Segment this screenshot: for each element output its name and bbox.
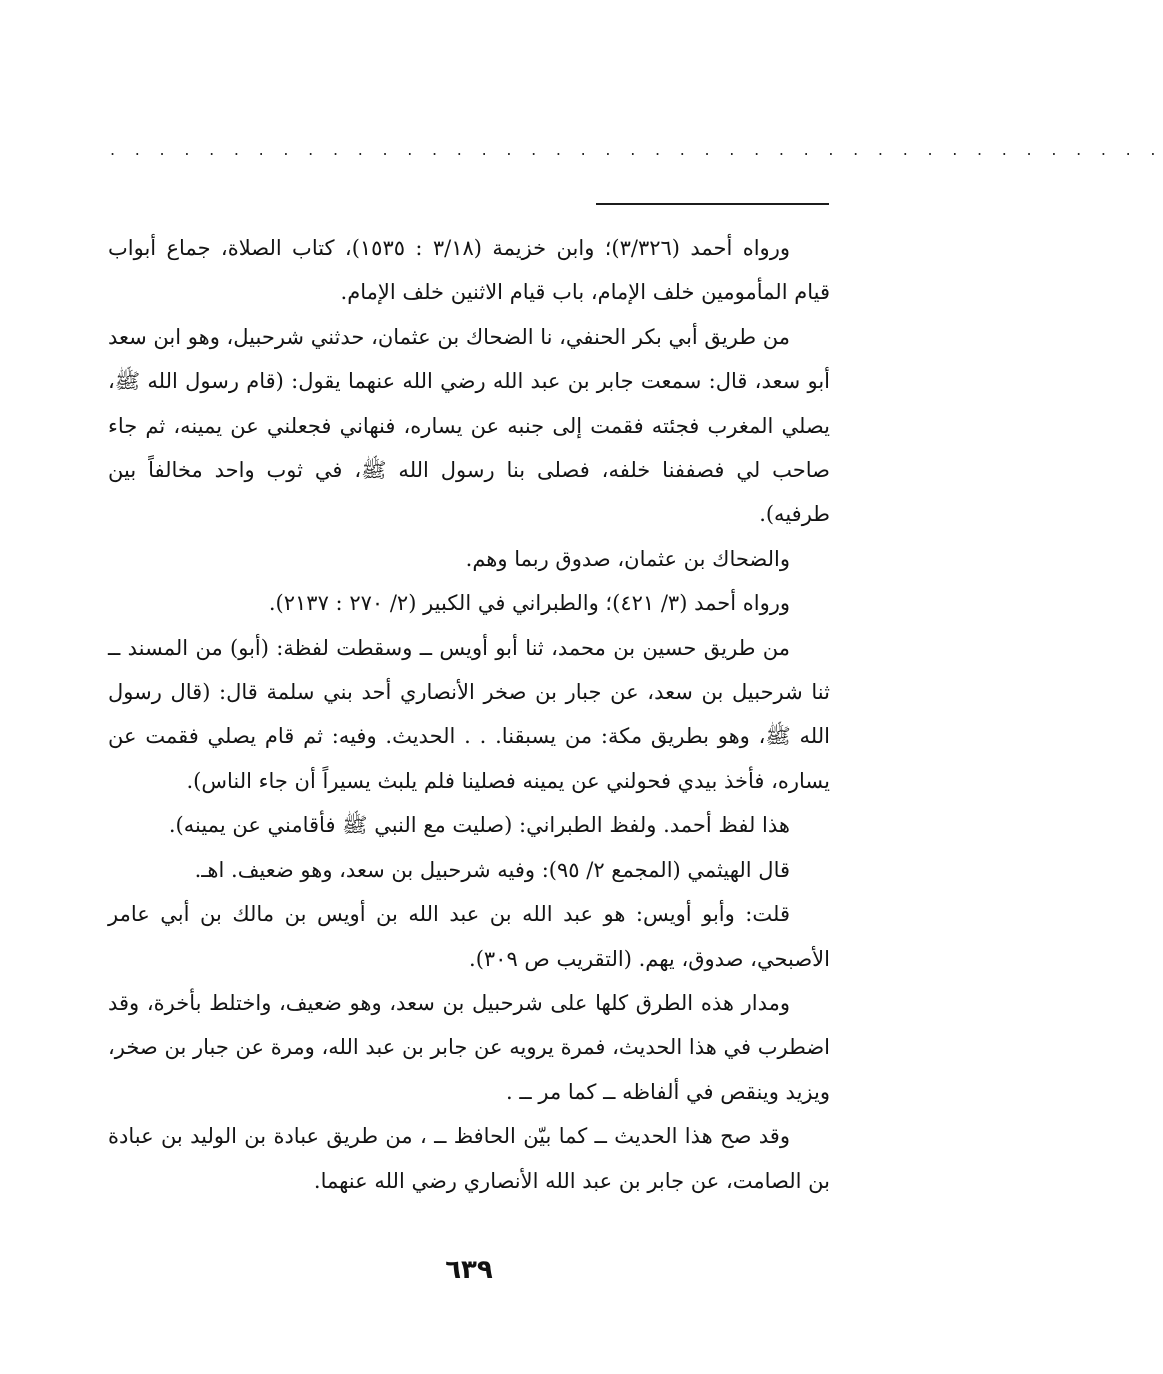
page-number: ٦٣٩ [445,1255,493,1285]
paragraph-2: من طريق أبي بكر الحنفي، نا الضحاك بن عثمان، حدثني شرحبيل، وهو ابن سعد أبو سعد، قال: سمعت جابر بن عبد الله رضي الله عنهما يقول: (قام رسول الله ﷺ، يصلي المغرب فجئته فقمت إلى جنبه عن يساره، فنهاني فجعلني عن يمينه، ثم جاء صاحب لي فصففنا خلفه، فصلى بنا رسول الله ﷺ، في ثوب واحد مخالفاً بين طرفيه). [108,324,830,527]
paragraph-7: قال الهيثمي (المجمع ٢/ ٩٥): وفيه شرحبيل بن سعد، وهو ضعيف. اهـ. [194,857,790,882]
dotted-separator: . . . . . . . . . . . . . . . . . . . . . . . . . . . . . . . . . . . . . . . . . . . [110,140,1163,159]
paragraph-1: ورواه أحمد (٣/٣٢٦)؛ وابن خزيمة (٣/١٨ : ١٥٣٥)، كتاب الصلاة، جماع أبواب قيام المأمومين خلف الإمام، باب قيام الاثنين خلف الإمام. [108,236,830,305]
footnote-body [108,226,830,1203]
paragraph-8: قلت: وأبو أويس: هو عبد الله بن عبد الله بن أويس بن مالك بن أبي عامر الأصبحي، صدوق، يهم. (التقريب ص ٣٠٩). [108,902,830,971]
paragraph-10: وقد صح هذا الحديث ــ كما بيّن الحافظ ــ ، من طريق عبادة بن الوليد بن عبادة بن الصامت، عن جابر بن عبد الله الأنصاري رضي الله عنهما. [108,1124,830,1193]
paragraph-3: والضحاك بن عثمان، صدوق ربما وهم. [465,546,790,571]
paragraph-6: هذا لفظ أحمد. ولفظ الطبراني: (صليت مع النبي ﷺ فأقامني عن يمينه). [168,813,790,838]
paragraph-4: ورواه أحمد (٣/ ٤٢١)؛ والطبراني في الكبير (٢/ ٢٧٠ : ٢١٣٧). [268,591,790,616]
footnote-rule [596,203,829,205]
paragraph-5: من طريق حسين بن محمد، ثنا أبو أويس ــ وسقطت لفظة: (أبو) من المسند ــ ثنا شرحبيل بن سعد، عن جبار بن صخر الأنصاري أحد بني سلمة قال: (قال رسول الله ﷺ، وهو بطريق مكة: من يسبقنا. . . الحديث. وفيه: ثم قام يصلي فقمت عن يساره، فأخذ بيدي فحولني عن يمينه فصلينا فلم يلبث يسيراً أن جاء الناس). [108,635,830,793]
paragraph-9: ومدار هذه الطرق كلها على شرحبيل بن سعد، وهو ضعيف، واختلط بأخرة، وقد اضطرب في هذا الحديث، فمرة يرويه عن جابر بن عبد الله، ومرة عن جبار بن صخر، ويزيد وينقص في ألفاظه ــ كما مر ــ . [108,990,830,1104]
